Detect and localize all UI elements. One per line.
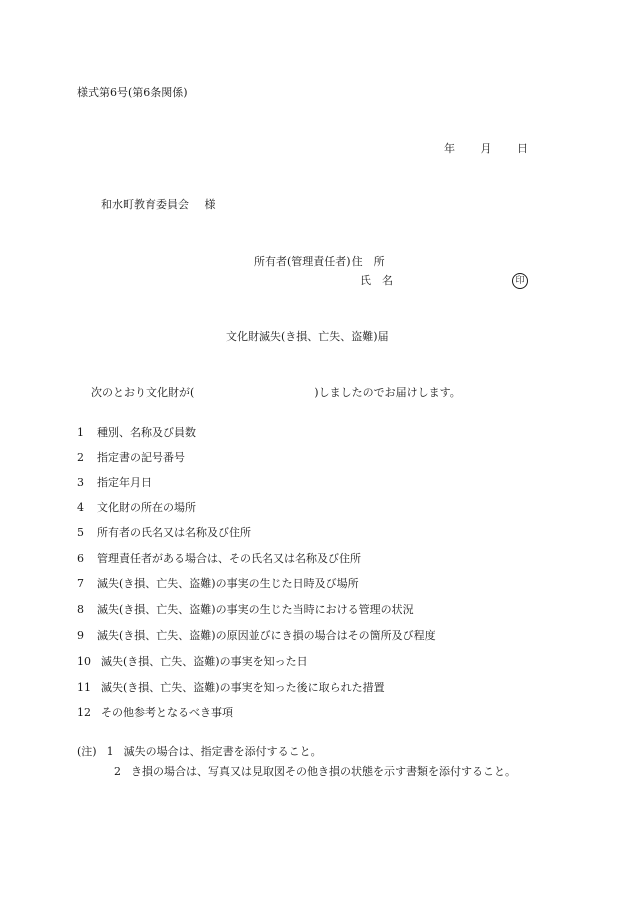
intro-sentence (91, 387, 461, 398)
list-item (77, 578, 359, 589)
note-text: 滅失の場合は、指定書を添付すること。 (123, 745, 322, 758)
note-number: 2 (114, 765, 121, 778)
item-number: 6 (77, 552, 84, 565)
list-item (77, 630, 436, 641)
item-text: 文化財の所在の場所 (97, 501, 196, 514)
date-day: 日 (517, 142, 528, 155)
item-number: 4 (77, 501, 84, 514)
list-item (77, 707, 233, 718)
list-item (77, 502, 196, 513)
item-number: 1 (77, 426, 84, 439)
date-year: 年 (444, 142, 455, 155)
list-item (77, 427, 196, 438)
list-item (77, 656, 308, 667)
item-number: 9 (77, 629, 84, 642)
item-text: 種別、名称及び員数 (97, 426, 196, 439)
intro-before: 次のとおり文化財が( (91, 386, 195, 399)
item-text: 滅失(き損、亡失、盗難)の事実を知った後に取られた措置 (101, 681, 385, 694)
item-text: 指定年月日 (97, 476, 152, 489)
date-line (444, 143, 528, 154)
item-number: 5 (77, 526, 84, 539)
addressee-honorific: 様 (204, 198, 216, 211)
item-text: 滅失(き損、亡失、盗難)の事実の生じた日時及び場所 (97, 577, 359, 590)
list-item (77, 682, 385, 693)
form-number: 様式第6号(第6条関係) (77, 86, 188, 99)
item-text: その他参考となるべき事項 (101, 706, 233, 719)
notes-label: (注) (77, 745, 97, 758)
note-item (77, 746, 322, 757)
item-number: 7 (77, 577, 84, 590)
item-number: 3 (77, 476, 84, 489)
item-text: 管理責任者がある場合は、その氏名又は名称及び住所 (97, 552, 361, 565)
owner-name-label: 氏 名 (360, 274, 393, 287)
item-text: 指定書の記号番号 (97, 451, 185, 464)
list-item (77, 452, 185, 463)
list-item (77, 477, 152, 488)
list-item (77, 527, 251, 538)
item-number: 2 (77, 451, 84, 464)
item-number: 11 (77, 681, 91, 694)
item-text: 滅失(き損、亡失、盗難)の原因並びにき損の場合はその箇所及び程度 (97, 629, 436, 642)
item-number: 12 (77, 706, 91, 719)
item-text: 滅失(き損、亡失、盗難)の事実の生じた当時における管理の状況 (97, 603, 414, 616)
owner-address-line (254, 256, 385, 267)
addressee (101, 199, 216, 210)
addressee-name: 和水町教育委員会 (101, 198, 189, 211)
seal-icon: 印 (512, 273, 528, 289)
document-title: 文化財滅失(き損、亡失、盗難)届 (226, 330, 389, 343)
date-month: 月 (480, 142, 492, 155)
intro-after: )しましたのでお届けします。 (314, 386, 461, 399)
item-text: 所有者の氏名又は名称及び住所 (97, 526, 251, 539)
owner-address-label: 住 所 (351, 255, 385, 268)
item-number: 10 (77, 655, 91, 668)
owner-role: 所有者(管理責任者) (254, 255, 351, 268)
note-text: き損の場合は、写真又は見取図その他き損の状態を示す書類を添付すること。 (131, 765, 516, 778)
note-item (114, 766, 516, 777)
item-number: 8 (77, 603, 84, 616)
note-number: 1 (106, 745, 114, 758)
list-item (77, 553, 361, 564)
item-text: 滅失(き損、亡失、盗難)の事実を知った日 (101, 655, 308, 668)
list-item (77, 604, 414, 615)
